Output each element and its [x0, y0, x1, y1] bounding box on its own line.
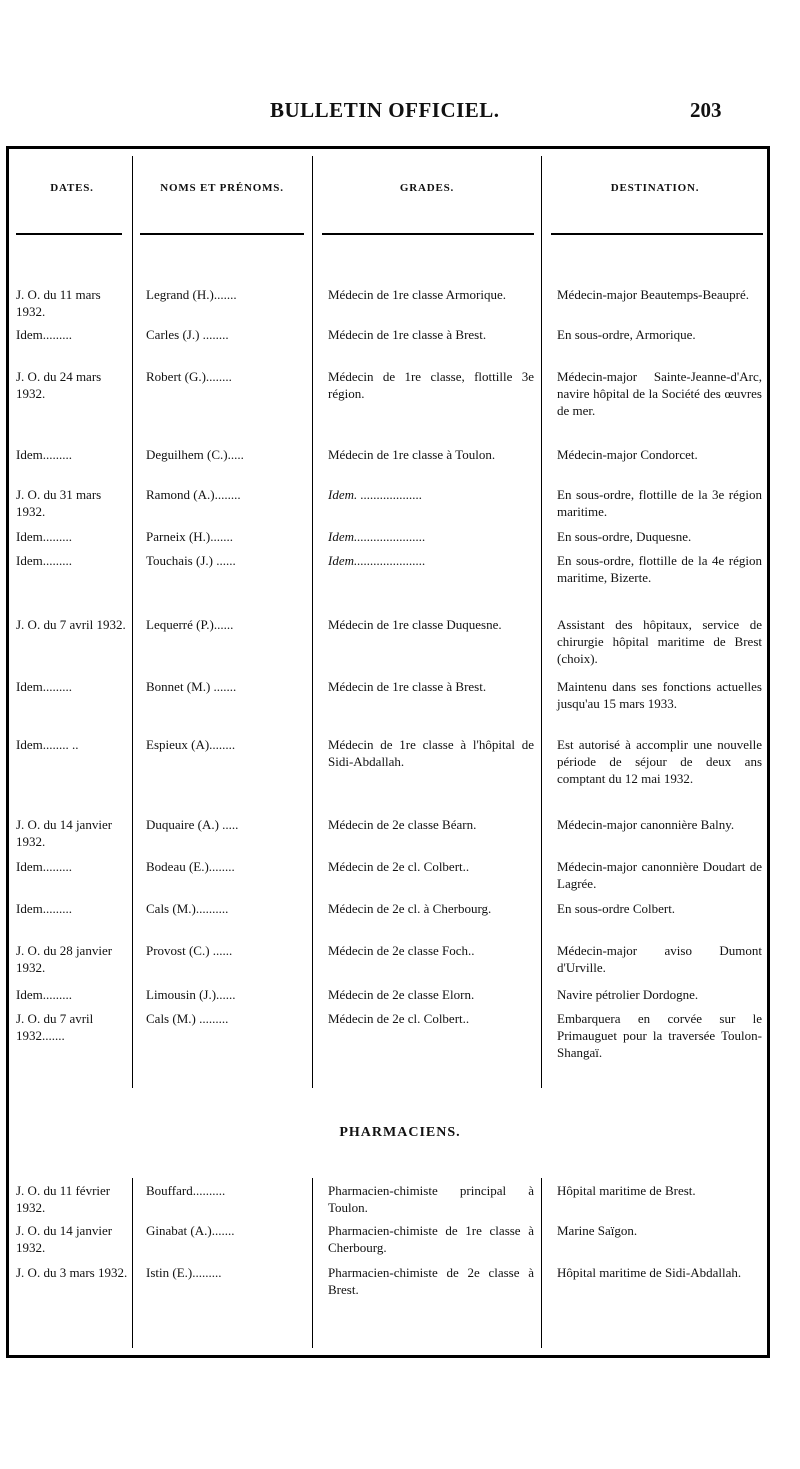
destination-cell: Médecin-major canonnière Doudart de Lagrée.	[557, 859, 762, 891]
section-heading-pharmaciens: PHARMACIENS.	[339, 1125, 461, 1140]
header-rule	[140, 233, 304, 235]
grade-cell: Idem. ...................	[328, 487, 423, 502]
name-cell: Cals (M.) .........	[146, 1011, 229, 1026]
grade-cell: Médecin de 1re classe Duquesne.	[328, 617, 502, 632]
grade-cell: Médecin de 2e cl. Colbert..	[328, 859, 470, 874]
date-cell: Idem.........	[16, 987, 72, 1002]
date-cell: J. O. du 14 janvier 1932.	[16, 1223, 113, 1255]
grade-cell: Médecin de 1re classe à Brest.	[328, 327, 487, 342]
date-cell: Idem.........	[16, 447, 72, 462]
date-cell: J. O. du 3 mars 1932.	[16, 1265, 128, 1280]
name-cell: Bouffard..........	[146, 1183, 226, 1198]
name-cell: Deguilhem (C.).....	[146, 447, 244, 462]
grade-cell: Médecin de 1re classe Armorique.	[328, 287, 506, 302]
destination-cell: Embarquera en corvée sur le Primauguet pour la traversée Toulon-Shangaï.	[557, 1011, 762, 1060]
name-cell: Espieux (A)........	[146, 737, 236, 752]
grade-cell: Médecin de 2e classe Elorn.	[328, 987, 475, 1002]
grade-cell: Médecin de 1re classe, flottille 3e région.	[328, 369, 534, 401]
name-cell: Legrand (H.).......	[146, 287, 237, 302]
grade-cell: Pharmacien-chimiste principal à Toulon.	[328, 1183, 534, 1215]
destination-cell: Médecin-major Condorcet.	[557, 447, 698, 462]
column-divider	[312, 1178, 313, 1348]
header-rule	[16, 233, 122, 235]
date-cell: J. O. du 31 mars 1932.	[16, 487, 102, 519]
column-divider	[312, 156, 313, 1088]
destination-cell: En sous-ordre, Armorique.	[557, 327, 696, 342]
grade-cell: Médecin de 2e cl. à Cherbourg.	[328, 901, 492, 916]
column-header-destination: DESTINATION.	[610, 182, 700, 194]
name-cell: Limousin (J.)......	[146, 987, 236, 1002]
date-cell: J. O. du 14 janvier 1932.	[16, 817, 113, 849]
column-header-dates: DATES.	[50, 182, 94, 194]
bulletin-title: BULLETIN OFFICIEL.	[270, 98, 500, 122]
page-number: 203	[690, 98, 722, 122]
column-divider	[132, 156, 133, 1088]
grade-cell: Médecin de 2e cl. Colbert..	[328, 1011, 470, 1026]
column-divider	[541, 1178, 542, 1348]
destination-cell: En sous-ordre, flottille de la 3e région maritime.	[557, 487, 762, 519]
destination-cell: Médecin-major aviso Dumont d'Urville.	[557, 943, 762, 975]
column-header-grades: GRADES.	[399, 182, 455, 194]
date-cell: Idem.........	[16, 553, 72, 568]
name-cell: Robert (G.)........	[146, 369, 232, 384]
destination-cell: Navire pétrolier Dordogne.	[557, 987, 699, 1002]
destination-cell: Médecin-major canonnière Balny.	[557, 817, 735, 832]
name-cell: Parneix (H.).......	[146, 529, 234, 544]
date-cell: J. O. du 28 janvier 1932.	[16, 943, 113, 975]
grade-cell: Médecin de 1re classe à Brest.	[328, 679, 487, 694]
date-cell: J. O. du 11 février 1932.	[16, 1183, 111, 1215]
date-cell: Idem.........	[16, 901, 72, 916]
date-cell: J. O. du 7 avril 1932.......	[16, 1011, 94, 1043]
name-cell: Ginabat (A.).......	[146, 1223, 235, 1238]
header-rule	[551, 233, 763, 235]
date-cell: Idem.........	[16, 327, 72, 342]
date-cell: Idem.........	[16, 529, 72, 544]
date-cell: Idem........ ..	[16, 737, 79, 752]
date-cell: Idem.........	[16, 679, 72, 694]
name-cell: Ramond (A.)........	[146, 487, 241, 502]
name-cell: Duquaire (A.) .....	[146, 817, 239, 832]
name-cell: Bonnet (M.) .......	[146, 679, 237, 694]
date-cell: J. O. du 24 mars 1932.	[16, 369, 102, 401]
destination-cell: En sous-ordre, flottille de la 4e région maritime, Bizerte.	[557, 553, 762, 585]
destination-cell: Hôpital maritime de Sidi-Abdallah.	[557, 1265, 742, 1280]
header-rule	[322, 233, 534, 235]
destination-cell: Assistant des hôpitaux, service de chirurgie hôpital maritime de Brest (choix).	[557, 617, 762, 666]
grade-cell: Médecin de 1re classe à Toulon.	[328, 447, 496, 462]
grade-cell: Médecin de 2e classe Béarn.	[328, 817, 477, 832]
destination-cell: Marine Saïgon.	[557, 1223, 638, 1238]
name-cell: Lequerré (P.)......	[146, 617, 234, 632]
name-cell: Provost (C.) ......	[146, 943, 233, 958]
column-divider	[541, 156, 542, 1088]
destination-cell: Est autorisé à accomplir une nouvelle période de séjour de deux ans comptant du 12 mai 1932.	[557, 737, 762, 786]
name-cell: Touchais (J.) ......	[146, 553, 236, 568]
destination-cell: En sous-ordre Colbert.	[557, 901, 676, 916]
grade-cell: Médecin de 2e classe Foch..	[328, 943, 475, 958]
name-cell: Istin (E.).........	[146, 1265, 222, 1280]
name-cell: Cals (M.)..........	[146, 901, 229, 916]
name-cell: Bodeau (E.)........	[146, 859, 235, 874]
date-cell: J. O. du 11 mars 1932.	[16, 287, 101, 319]
grade-cell: Pharmacien-chimiste de 1re classe à Cherbourg.	[328, 1223, 534, 1255]
page-header	[0, 88, 800, 128]
destination-cell: Médecin-major Beautemps-Beaupré.	[557, 287, 750, 302]
date-cell: J. O. du 7 avril 1932.	[16, 617, 126, 632]
grade-cell: Pharmacien-chimiste de 2e classe à Brest.	[328, 1265, 534, 1297]
destination-cell: Hôpital maritime de Brest.	[557, 1183, 696, 1198]
column-divider	[132, 1178, 133, 1348]
grade-cell: Médecin de 1re classe à l'hôpital de Sidi-Abdallah.	[328, 737, 534, 769]
grade-cell: Idem......................	[328, 529, 426, 544]
grade-cell: Idem......................	[328, 553, 426, 568]
destination-cell: En sous-ordre, Duquesne.	[557, 529, 692, 544]
destination-cell: Médecin-major Sainte-Jeanne-d'Arc, navire hôpital de la Société des œuvres de mer.	[557, 369, 762, 418]
name-cell: Carles (J.) ........	[146, 327, 229, 342]
destination-cell: Maintenu dans ses fonctions actuelles jusqu'au 15 mars 1933.	[557, 679, 762, 711]
date-cell: Idem.........	[16, 859, 72, 874]
column-header-noms: NOMS ET PRÉNOMS.	[160, 182, 284, 194]
